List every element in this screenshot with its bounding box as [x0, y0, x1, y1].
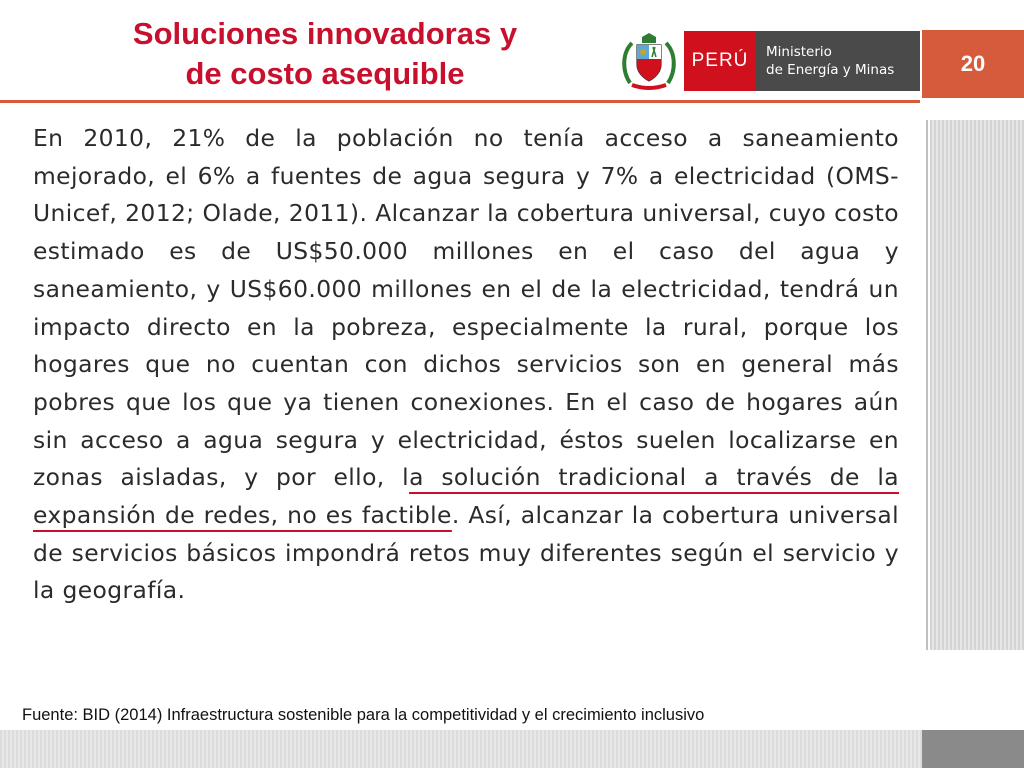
- body-text-part-2: . Así, alcanzar la cobertura universal de servicios básicos impondrá retos muy diferentes según el servicio y la geografía.: [33, 501, 899, 605]
- body-paragraph: [33, 120, 899, 610]
- peru-label: PERÚ: [684, 31, 756, 91]
- page-number: 20: [922, 30, 1024, 98]
- body-text-highlight: a solución tradicional a través de la expansión de redes, no es factible: [33, 463, 899, 530]
- title-line-2: de costo asequible: [185, 56, 465, 91]
- footer-corner-block: [922, 730, 1024, 768]
- side-divider: [926, 120, 928, 650]
- ministry-line-1: Ministerio: [766, 44, 832, 60]
- source-footnote: Fuente: BID (2014) Infraestructura sostenible para la competitividad y el crecimiento inclusivo: [22, 706, 705, 724]
- slide-title: [70, 14, 580, 94]
- title-divider: [0, 100, 920, 103]
- ministry-line-2: de Energía y Minas: [766, 62, 895, 78]
- peru-coat-of-arms-icon: [620, 31, 678, 91]
- ministry-logo: [620, 25, 920, 97]
- body-text-part-1: En 2010, 21% de la población no tenía acceso a saneamiento mejorado, el 6% a fuentes de agua segura y 7% a electricidad (OMS-Unicef, 2012; Olade, 2011). Alcanzar la cobertura universal, cuyo costo estimado es de US$50.000 millones en el caso del agua y saneamiento, y US$60.000 millones en el de la electricidad, tendrá un impacto directo en la pobreza, especialmente la rural, porque los hogares que no cuentan con dichos servicios son en general más pobres que los que ya tienen conexiones. En el caso de hogares aún sin acceso a agua segura y electricidad, éstos suelen localizarse en zonas aisladas, y por ello, l: [33, 124, 899, 492]
- ministry-name: [756, 31, 920, 91]
- decorative-side-strip: [930, 120, 1024, 650]
- title-line-1: Soluciones innovadoras y: [132, 16, 518, 51]
- footer-bar: [0, 730, 922, 768]
